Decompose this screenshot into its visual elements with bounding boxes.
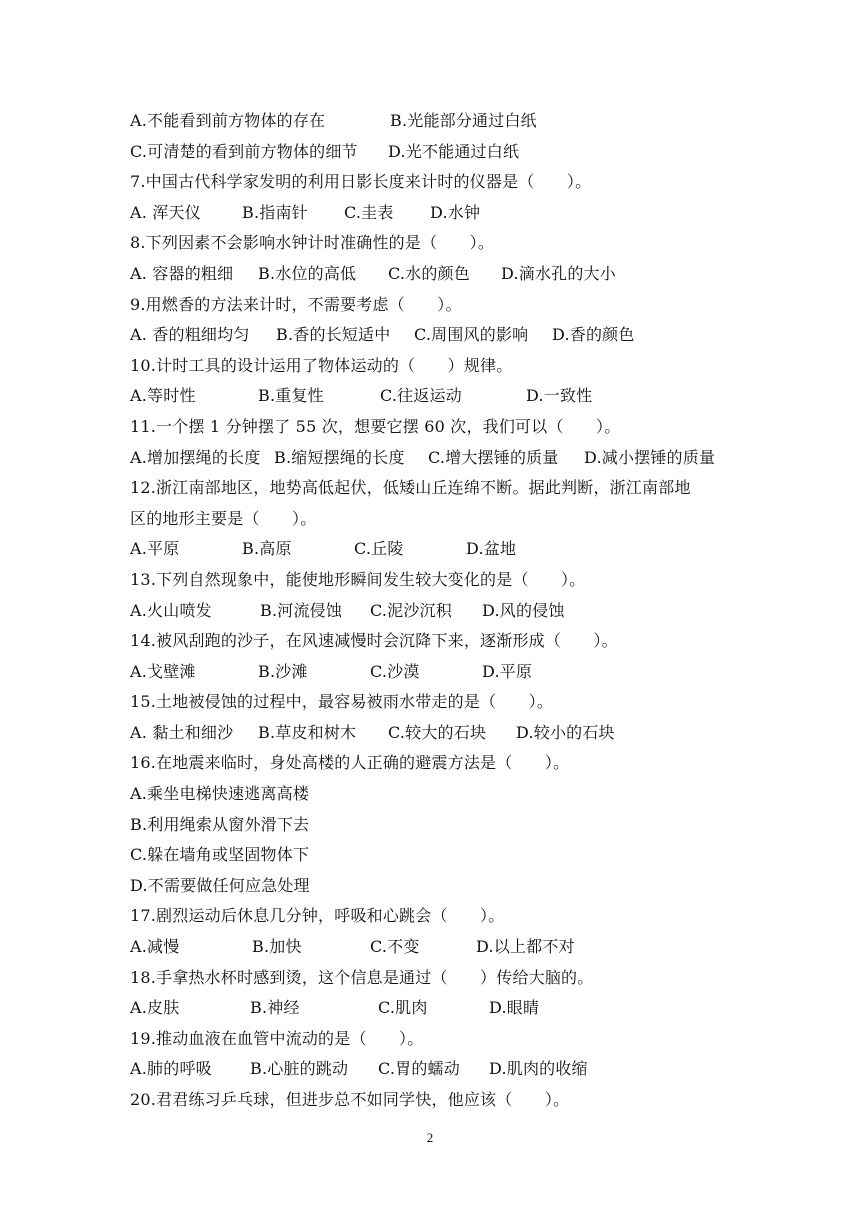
option-text: D.肌肉的收缩 [489,1059,588,1079]
option-text: C.泥沙沉积 [370,600,452,620]
question-text: 16.在地震来临时，身处高楼的人正确的避震方法是（ ）。 [130,753,570,773]
question-text: C.躲在墙角或坚固物体下 [130,845,310,865]
question-text: 15.土地被侵蚀的过程中，最容易被雨水带走的是（ ）。 [130,692,554,712]
options-line [130,993,740,1024]
option-text: A. 香的粗细均匀 [130,325,250,345]
option-text: D.滴水孔的大小 [501,263,616,283]
question-text: 20.君君练习乒乓球，但进步总不如同学快，他应该（ ）。 [130,1090,570,1109]
options-line [130,106,740,137]
option-text: B.光能部分通过白纸 [390,111,537,130]
option-text: D.平原 [482,661,533,681]
option-text: C.往返运动 [380,386,462,406]
option-text: C.增大摆锤的质量 [428,447,559,467]
option-text: B.缩短摆绳的长度 [274,447,405,467]
option-text: A. 浑天仪 [130,202,201,222]
options-line [130,1054,740,1085]
option-text: D.光不能通过白纸 [388,141,520,161]
option-text: C.可清楚的看到前方物体的细节 [130,141,358,161]
option-text: D.较小的石块 [516,722,615,742]
page-number: 2 [426,1130,434,1145]
question-text: D.不需要做任何应急处理 [130,875,310,895]
option-text: B.香的长短适中 [276,325,391,345]
option-text: B.水位的高低 [258,263,357,283]
question-text: 18.手拿热水杯时感到烫，这个信息是通过（ ）传给大脑的。 [130,967,594,987]
options-line [130,596,740,627]
option-text: A.火山喷发 [130,600,212,620]
option-text: A.平原 [130,539,180,559]
option-text: C.较大的石块 [388,722,487,742]
option-text: A.减慢 [130,937,180,957]
question-text: 区的地形主要是（ ）。 [130,508,317,528]
question-list [130,106,740,1116]
option-text: B.沙滩 [258,661,308,681]
options-line [130,657,740,688]
question-text: 8.下列因素不会影响水钟计时准确性的是（ ）。 [130,233,495,253]
question-text: B.利用绳索从窗外滑下去 [130,814,310,834]
option-text: B.草皮和树木 [258,722,357,742]
question-text: 9.用燃香的方法来计时，不需要考虑（ ）。 [130,294,462,314]
option-text: B.心脏的跳动 [250,1059,349,1079]
options-line [130,381,740,412]
option-text: B.河流侵蚀 [260,600,343,620]
option-text: B.加快 [252,937,302,957]
option-text: D.以上都不对 [476,937,575,957]
option-text: D.水钟 [430,202,481,222]
question-text: 10.计时工具的设计运用了物体运动的（ ）规律。 [130,355,513,375]
options-line [130,320,740,351]
option-text: A. 黏土和细沙 [130,722,234,742]
option-text: D.眼睛 [489,998,540,1018]
option-text: A.戈壁滩 [130,661,196,681]
options-line [130,443,740,474]
option-text: C.丘陵 [354,539,404,559]
option-text: A.增加摆绳的长度 [130,447,261,467]
option-text: B.重复性 [258,386,324,406]
question-text: 11.一个摆 1 分钟摆了 55 次，想要它摆 60 次，我们可以（ ）。 [130,416,621,436]
question-text: 7.中国古代科学家发明的利用日影长度来计时的仪器是（ ）。 [130,172,592,192]
options-line [130,137,740,168]
option-text: D.减小摆锤的质量 [584,447,716,467]
option-text: D.一致性 [526,386,593,406]
option-text: B.指南针 [242,202,308,222]
option-text: C.周围风的影响 [414,325,529,345]
options-line [130,718,740,749]
question-text: A.乘坐电梯快速逃离高楼 [130,784,310,804]
options-line [130,198,740,229]
options-line [130,932,740,963]
options-line [130,259,740,290]
option-text: B.高原 [242,539,292,559]
option-text: C.圭表 [344,202,394,222]
options-line [130,534,740,565]
question-text: 14.被风刮跑的沙子，在风速减慢时会沉降下来，逐渐形成（ ）。 [130,631,618,651]
option-text: A.肺的呼吸 [130,1059,212,1079]
option-text: D.香的颜色 [552,325,635,345]
option-text: D.盆地 [466,539,517,559]
option-text: D.风的侵蚀 [482,600,565,620]
option-text: C.不变 [370,937,420,957]
option-text: C.水的颜色 [388,263,470,283]
question-text: 13.下列自然现象中，能使地形瞬间发生较大变化的是（ ）。 [130,569,586,589]
option-text: C.胃的蠕动 [378,1059,460,1079]
option-text: A.不能看到前方物体的存在 [130,111,326,130]
option-text: A.等时性 [130,386,196,406]
option-text: C.肌肉 [378,998,428,1018]
option-text: A. 容器的粗细 [130,263,234,283]
question-text: 12.浙江南部地区，地势高低起伏，低矮山丘连绵不断。据此判断，浙江南部地 [130,478,691,498]
option-text: C.沙漠 [370,661,420,681]
option-text: A.皮肤 [130,998,180,1018]
option-text: B.神经 [250,998,300,1018]
question-text: 19.推动血液在血管中流动的是（ ）。 [130,1028,424,1048]
question-text: 17.剧烈运动后休息几分钟，呼吸和心跳会（ ）。 [130,906,505,926]
